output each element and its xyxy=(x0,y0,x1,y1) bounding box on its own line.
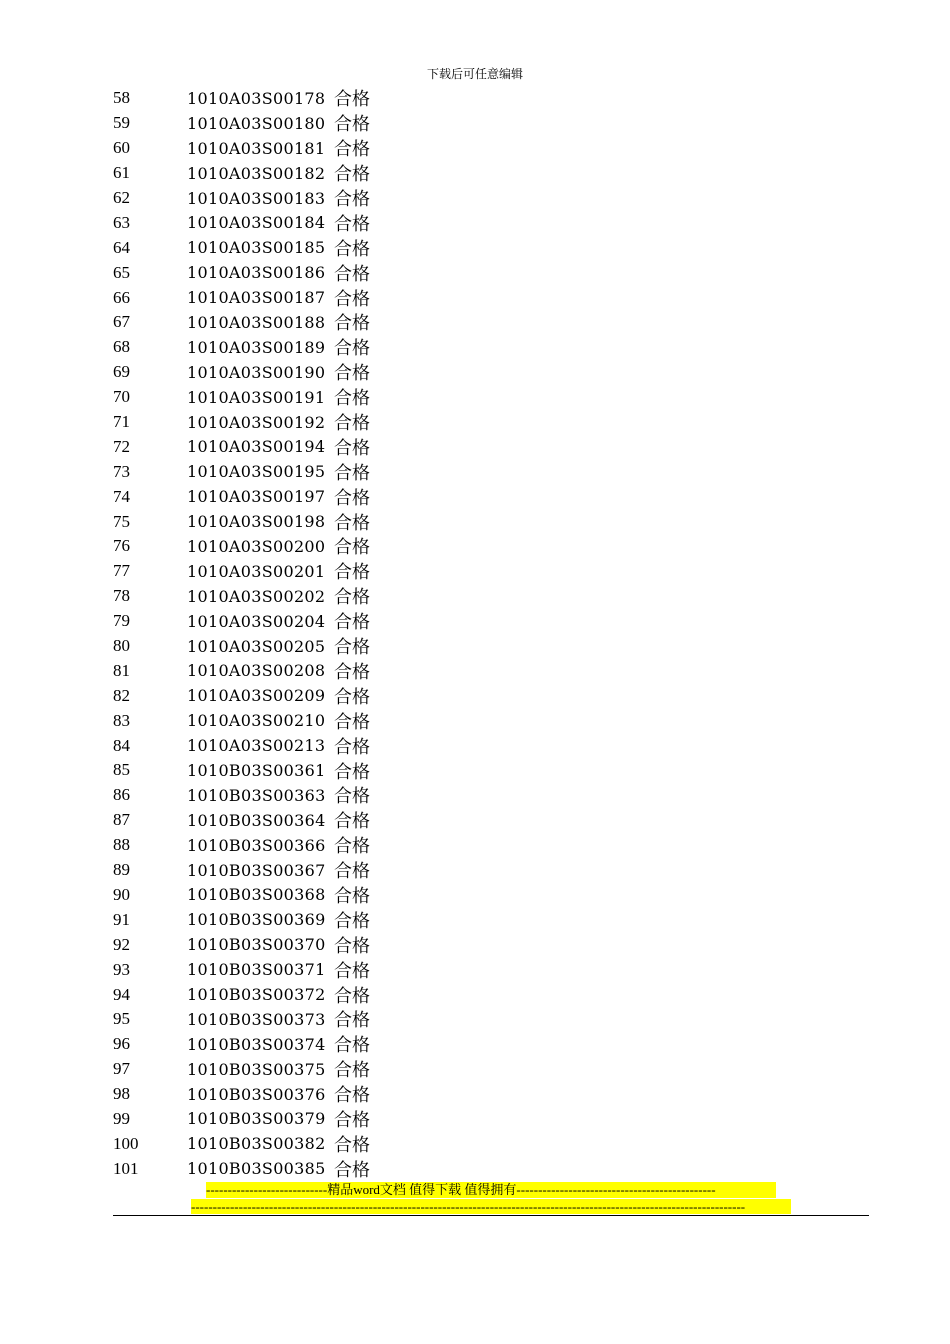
list-item xyxy=(113,559,513,584)
list-item xyxy=(113,111,513,136)
row-code: 1010A03S00213 xyxy=(187,736,326,756)
row-status: 合格 xyxy=(334,637,370,659)
list-item xyxy=(113,1082,513,1107)
list-item xyxy=(113,658,513,683)
row-code: 1010B03S00376 xyxy=(187,1084,326,1104)
list-item xyxy=(113,1007,513,1032)
row-number: 85 xyxy=(113,760,130,780)
list-item xyxy=(113,161,513,186)
row-status: 合格 xyxy=(334,189,370,211)
row-status: 合格 xyxy=(334,686,370,708)
row-code: 1010A03S00205 xyxy=(187,636,326,656)
list-item xyxy=(113,1057,513,1082)
row-number: 87 xyxy=(113,810,130,830)
list-item xyxy=(113,86,513,111)
row-status: 合格 xyxy=(334,736,370,758)
row-status: 合格 xyxy=(334,238,370,260)
row-code: 1010B03S00372 xyxy=(187,985,326,1004)
row-code: 1010B03S00375 xyxy=(187,1059,326,1079)
list-item xyxy=(113,907,513,932)
list-item xyxy=(113,584,513,609)
row-status: 合格 xyxy=(334,288,370,310)
list-item xyxy=(113,808,513,833)
row-code: 1010A03S00201 xyxy=(187,561,326,581)
row-status: 合格 xyxy=(334,363,370,385)
row-status: 合格 xyxy=(334,1159,370,1181)
list-item xyxy=(113,883,513,908)
row-status: 合格 xyxy=(334,213,370,235)
row-number: 58 xyxy=(113,88,130,108)
row-number: 79 xyxy=(113,611,130,631)
row-code: 1010A03S00190 xyxy=(187,362,326,382)
row-status: 合格 xyxy=(334,811,370,833)
row-number: 60 xyxy=(113,138,130,158)
row-status: 合格 xyxy=(334,1085,370,1107)
row-number: 95 xyxy=(113,1009,130,1029)
footer-promo-line-1: ----------------------------精品word文档 值得下载 值得拥有---------------------------------------------- xyxy=(206,1182,776,1198)
list-item xyxy=(113,484,513,509)
row-status: 合格 xyxy=(334,1134,370,1156)
list-item xyxy=(113,1156,513,1181)
row-number: 96 xyxy=(113,1034,130,1054)
list-item xyxy=(113,335,513,360)
row-code: 1010B03S00379 xyxy=(187,1109,326,1129)
row-number: 98 xyxy=(113,1084,130,1104)
row-code: 1010B03S00369 xyxy=(187,910,326,930)
row-number: 91 xyxy=(113,909,130,929)
row-number: 62 xyxy=(113,188,130,207)
row-number: 83 xyxy=(113,710,130,730)
list-item xyxy=(113,1107,513,1132)
list-item xyxy=(113,459,513,484)
row-code: 1010B03S00370 xyxy=(187,935,326,955)
row-number: 90 xyxy=(113,884,130,904)
row-code: 1010A03S00192 xyxy=(187,412,326,432)
row-status: 合格 xyxy=(334,836,370,858)
row-number: 67 xyxy=(113,312,130,332)
row-number: 66 xyxy=(113,287,130,307)
row-status: 合格 xyxy=(334,313,370,335)
list-item xyxy=(113,683,513,708)
list-item xyxy=(113,1131,513,1156)
row-number: 80 xyxy=(113,636,130,656)
row-code: 1010A03S00184 xyxy=(187,213,326,233)
row-status: 合格 xyxy=(334,985,370,1007)
row-number: 64 xyxy=(113,237,130,257)
row-number: 93 xyxy=(113,959,130,979)
row-number: 63 xyxy=(113,212,130,232)
row-number: 99 xyxy=(113,1108,130,1128)
list-item xyxy=(113,758,513,783)
row-number: 89 xyxy=(113,860,130,880)
list-item xyxy=(113,957,513,982)
row-status: 合格 xyxy=(334,462,370,484)
row-status: 合格 xyxy=(334,786,370,808)
row-code: 1010B03S00361 xyxy=(187,760,326,780)
row-status: 合格 xyxy=(334,612,370,634)
row-code: 1010A03S00194 xyxy=(187,437,326,457)
row-number: 74 xyxy=(113,486,130,506)
row-code: 1010A03S00198 xyxy=(187,512,326,532)
row-code: 1010A03S00195 xyxy=(187,462,326,482)
row-code: 1010B03S00367 xyxy=(187,860,326,880)
row-number: 100 xyxy=(113,1133,139,1153)
list-item xyxy=(113,833,513,858)
list-item xyxy=(113,260,513,285)
row-status: 合格 xyxy=(334,711,370,733)
row-number: 65 xyxy=(113,262,130,282)
row-number: 78 xyxy=(113,586,130,606)
row-number: 94 xyxy=(113,984,130,1004)
row-status: 合格 xyxy=(334,437,370,459)
row-status: 合格 xyxy=(334,1060,370,1082)
row-status: 合格 xyxy=(334,1010,370,1032)
row-number: 77 xyxy=(113,561,130,581)
row-code: 1010A03S00209 xyxy=(187,686,326,706)
row-status: 合格 xyxy=(334,338,370,360)
row-number: 70 xyxy=(113,387,130,407)
list-item xyxy=(113,982,513,1007)
row-status: 合格 xyxy=(334,89,370,111)
list-item xyxy=(113,509,513,534)
row-number: 97 xyxy=(113,1059,130,1079)
row-code: 1010A03S00208 xyxy=(187,661,326,681)
row-status: 合格 xyxy=(334,562,370,584)
row-number: 81 xyxy=(113,660,130,680)
row-number: 68 xyxy=(113,337,130,357)
row-status: 合格 xyxy=(334,1109,370,1131)
row-code: 1010B03S00373 xyxy=(187,1009,326,1029)
list-item xyxy=(113,385,513,410)
row-number: 82 xyxy=(113,685,130,705)
list-item xyxy=(113,410,513,435)
row-status: 合格 xyxy=(334,388,370,410)
row-number: 73 xyxy=(113,461,130,481)
list-item xyxy=(113,733,513,758)
row-code: 1010A03S00181 xyxy=(187,138,326,158)
row-number: 72 xyxy=(113,436,130,456)
list-item xyxy=(113,360,513,385)
row-number: 92 xyxy=(113,934,130,954)
row-number: 101 xyxy=(113,1158,139,1178)
row-status: 合格 xyxy=(334,761,370,783)
list-item xyxy=(113,235,513,260)
row-number: 86 xyxy=(113,785,130,805)
row-status: 合格 xyxy=(334,885,370,907)
list-item xyxy=(113,434,513,459)
row-number: 88 xyxy=(113,835,130,855)
row-code: 1010B03S00368 xyxy=(187,885,326,905)
row-code: 1010A03S00202 xyxy=(187,586,326,606)
row-number: 71 xyxy=(113,412,130,432)
row-status: 合格 xyxy=(334,512,370,534)
page-header: 下载后可任意编辑 xyxy=(426,67,523,81)
row-code: 1010B03S00374 xyxy=(187,1034,326,1054)
row-code: 1010A03S00188 xyxy=(187,312,326,332)
row-code: 1010B03S00364 xyxy=(187,810,326,830)
row-code: 1010B03S00371 xyxy=(187,960,326,980)
record-list xyxy=(113,86,513,1181)
footer-divider xyxy=(113,1215,869,1216)
row-number: 76 xyxy=(113,536,130,556)
row-status: 合格 xyxy=(334,139,370,161)
row-code: 1010A03S00178 xyxy=(187,88,326,108)
row-code: 1010A03S00182 xyxy=(187,163,326,183)
footer-promo-line-2: -------------------------------------------------------------------------------------------------------------------------------- xyxy=(191,1199,791,1214)
list-item xyxy=(113,858,513,883)
row-number: 75 xyxy=(113,511,130,531)
list-item xyxy=(113,310,513,335)
list-item xyxy=(113,708,513,733)
list-item xyxy=(113,534,513,559)
row-code: 1010A03S00191 xyxy=(187,387,326,407)
row-code: 1010A03S00185 xyxy=(187,238,326,258)
row-status: 合格 xyxy=(334,487,370,509)
row-status: 合格 xyxy=(334,537,370,559)
row-status: 合格 xyxy=(334,413,370,435)
row-code: 1010B03S00363 xyxy=(187,785,326,805)
row-code: 1010B03S00382 xyxy=(187,1134,326,1154)
row-status: 合格 xyxy=(334,114,370,136)
row-code: 1010A03S00186 xyxy=(187,263,326,283)
row-code: 1010A03S00180 xyxy=(187,113,326,133)
row-code: 1010A03S00183 xyxy=(187,188,326,208)
list-item xyxy=(113,210,513,235)
row-code: 1010A03S00189 xyxy=(187,337,326,357)
row-status: 合格 xyxy=(334,164,370,186)
row-status: 合格 xyxy=(334,910,370,932)
row-code: 1010A03S00197 xyxy=(187,487,326,507)
row-code: 1010A03S00200 xyxy=(187,536,326,556)
row-status: 合格 xyxy=(334,263,370,285)
row-code: 1010A03S00204 xyxy=(187,611,326,631)
row-status: 合格 xyxy=(334,587,370,609)
list-item xyxy=(113,285,513,310)
row-number: 61 xyxy=(113,163,130,183)
row-number: 69 xyxy=(113,362,130,382)
row-status: 合格 xyxy=(334,960,370,982)
row-status: 合格 xyxy=(334,935,370,957)
list-item xyxy=(113,783,513,808)
list-item xyxy=(113,136,513,161)
row-number: 84 xyxy=(113,735,130,755)
row-status: 合格 xyxy=(334,1035,370,1057)
row-status: 合格 xyxy=(334,661,370,683)
row-number: 59 xyxy=(113,113,130,133)
row-code: 1010B03S00385 xyxy=(187,1159,326,1179)
list-item xyxy=(113,609,513,634)
row-code: 1010B03S00366 xyxy=(187,835,326,855)
list-item xyxy=(113,634,513,659)
list-item xyxy=(113,932,513,957)
row-status: 合格 xyxy=(334,861,370,883)
list-item xyxy=(113,1032,513,1057)
list-item xyxy=(113,186,513,211)
row-code: 1010A03S00210 xyxy=(187,711,326,731)
row-code: 1010A03S00187 xyxy=(187,288,326,308)
